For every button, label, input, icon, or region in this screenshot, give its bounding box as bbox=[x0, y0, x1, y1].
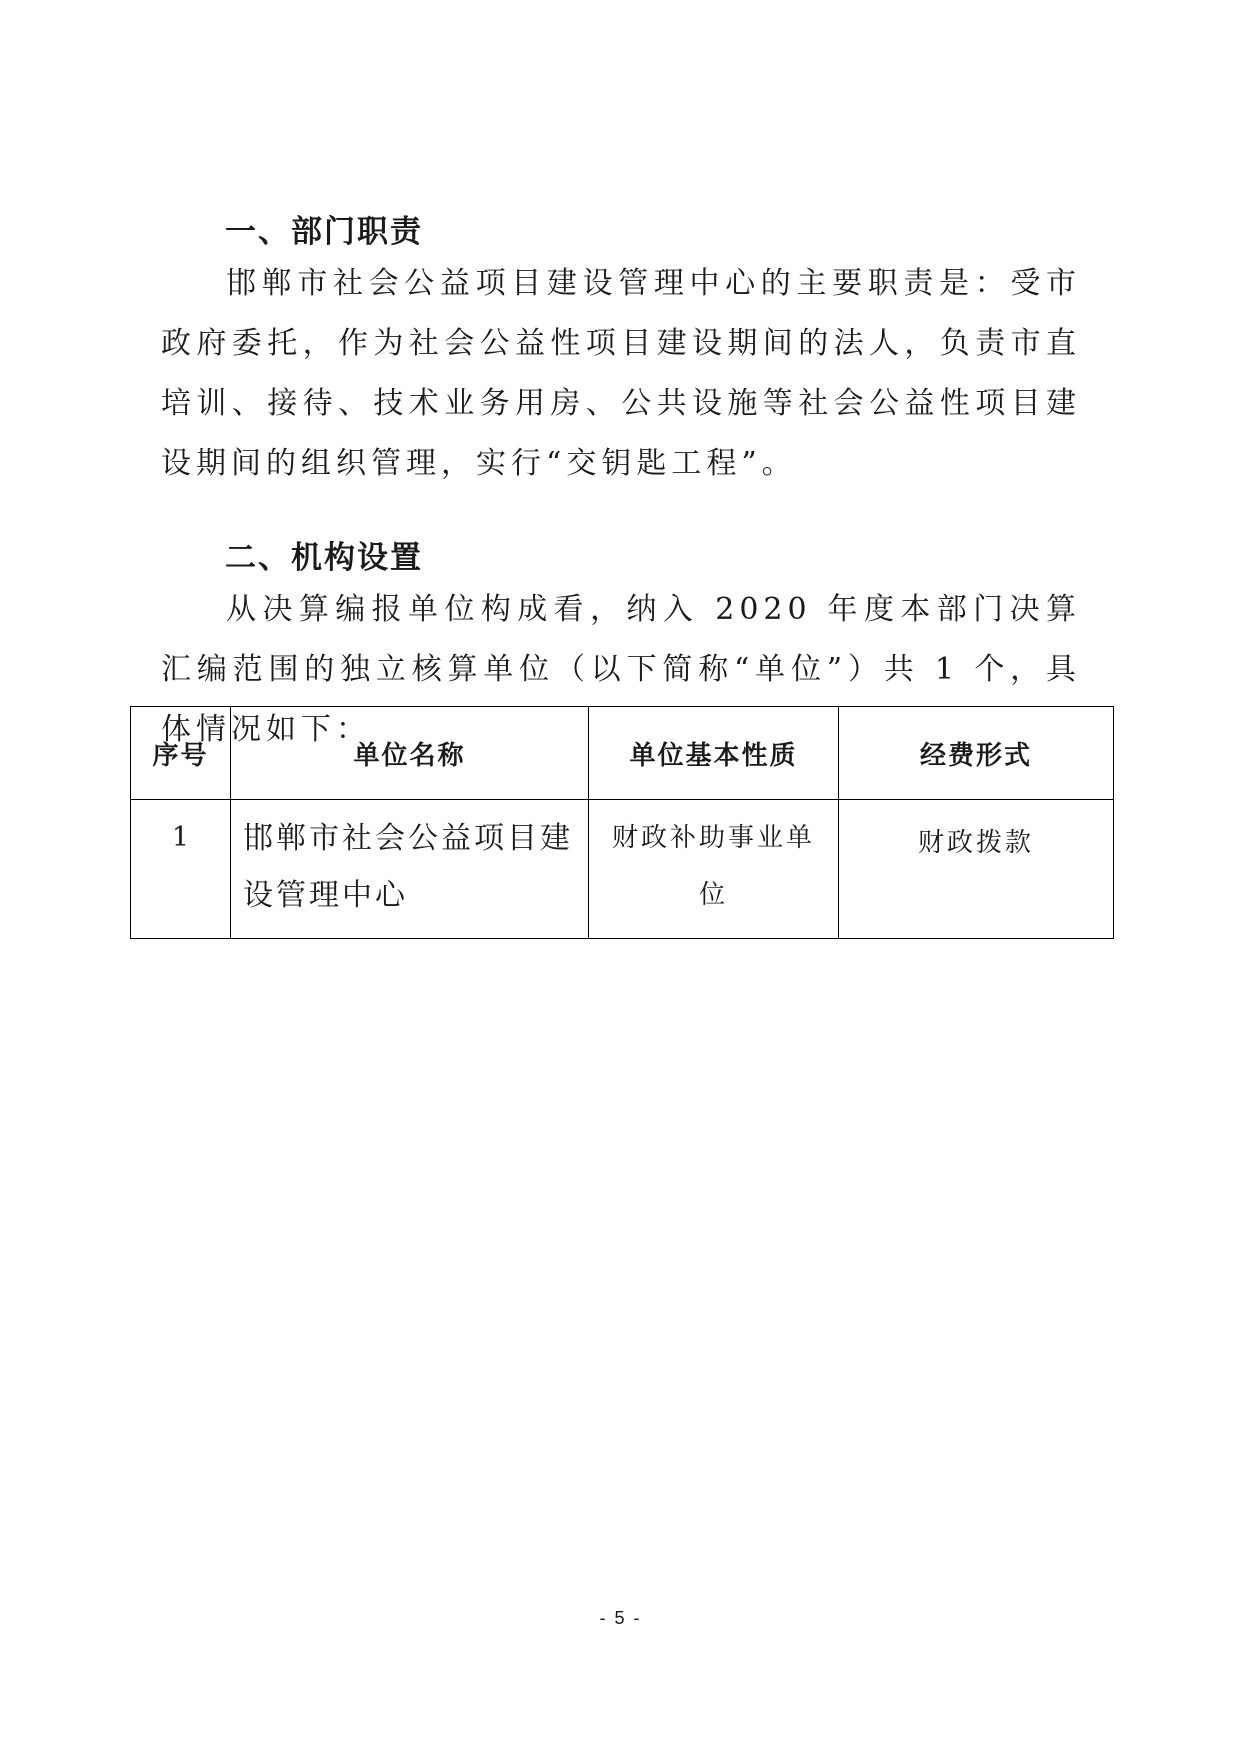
header-funding-form: 经费形式 bbox=[839, 707, 1114, 800]
table-row bbox=[131, 800, 1114, 939]
section-heading-organization: 二、机构设置 bbox=[225, 540, 423, 576]
section-heading-duties: 一、部门职责 bbox=[225, 214, 423, 250]
cell-unit-nature: 财政补助事业单位 bbox=[589, 800, 839, 939]
cell-index: 1 bbox=[131, 800, 231, 939]
units-table bbox=[130, 706, 1114, 939]
cell-funding-form: 财政拨款 bbox=[839, 800, 1114, 939]
page-number: - 5 - bbox=[599, 1608, 642, 1628]
header-unit-name: 单位名称 bbox=[231, 707, 589, 800]
header-unit-nature: 单位基本性质 bbox=[589, 707, 839, 800]
table-header-row bbox=[131, 707, 1114, 800]
header-index: 序号 bbox=[131, 707, 231, 800]
cell-unit-name: 邯郸市社会公益项目建设管理中心 bbox=[231, 800, 589, 939]
organization-paragraph: 从决算编报单位构成看，纳入 2020 年度本部门决算汇编范围的独立核算单位（以下简称“单位”）共 1 个，具体情况如下： bbox=[161, 592, 1081, 747]
duties-paragraph: 邯郸市社会公益项目建设管理中心的主要职责是：受市政府委托，作为社会公益性项目建设期间的法人，负责市直培训、接待、技术业务用房、公共设施等社会公益性项目建设期间的组织管理，实行“交钥匙工程”。 bbox=[161, 266, 1081, 481]
